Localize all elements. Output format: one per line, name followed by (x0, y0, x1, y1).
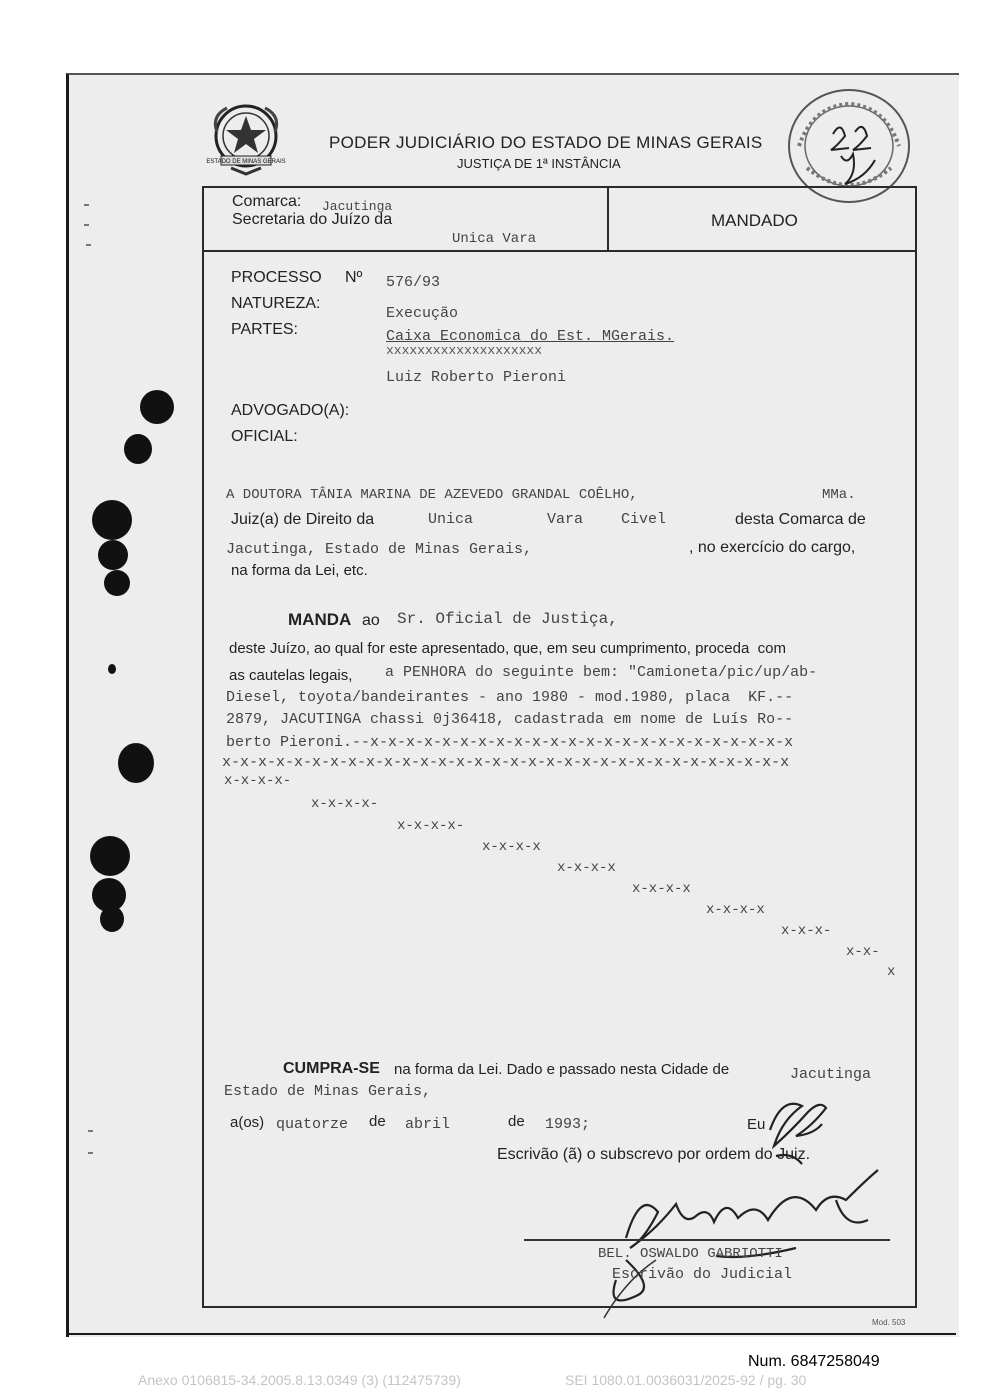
processo-value: 576/93 (386, 274, 441, 291)
comarca-value: Jacutinga (322, 199, 393, 214)
order-line-2-typed: a PENHORA do seguinte bem: "Camioneta/pic/up/ab- (385, 664, 818, 681)
initials-signature (762, 1090, 832, 1170)
cumpra-text: na forma da Lei. Dado e passado nesta Cidade de (394, 1061, 730, 1078)
date-month: abril (405, 1116, 451, 1133)
order-line-5: berto Pieroni.--x-x-x-x-x-x-x-x-x-x-x-x-x-x-x-x-x-x-x-x-x-x-x-x (226, 734, 794, 751)
judge-title: MMa. (822, 487, 856, 503)
signer-title: Escrivão do Judicial (612, 1266, 793, 1283)
order-line-7: x-x-x-x- (224, 773, 292, 789)
punch-hole-mark (140, 390, 174, 424)
secretaria-label: Secretaria do Juízo da (232, 211, 393, 228)
judge-name: A DOUTORA TÂNIA MARINA DE AZEVEDO GRANDAL COÊLHO, (226, 487, 638, 503)
punch-hole-mark (104, 570, 130, 596)
jurisdiction-city: Jacutinga, Estado de Minas Gerais, (226, 541, 533, 558)
fill-line: x (887, 964, 896, 980)
manda-label: MANDA (288, 610, 352, 629)
juiz-label: Juiz(a) de Direito da (231, 511, 375, 528)
signer-name: BEL. OSWALDO GABRIOTTI (598, 1246, 783, 1262)
order-line-3: Diesel, toyota/bandeirantes - ano 1980 - mod.1980, placa KF.-- (226, 689, 794, 706)
partes-debtor: Luiz Roberto Pieroni (386, 369, 567, 386)
sei-reference: SEI 1080.01.0036031/2025-92 / pg. 30 (565, 1372, 807, 1388)
header-column-divider (607, 186, 609, 252)
punch-hole-mark (108, 664, 116, 674)
order-line-1: deste Juízo, ao qual for este apresentado, que, em seu cumprimento, proceda com (229, 640, 786, 657)
document-number: Num. 6847258049 (748, 1353, 880, 1370)
partes-creditor: Caixa Economica do Est. MGerais. (386, 328, 675, 345)
natureza-value: Execução (386, 305, 459, 322)
fill-line: x-x-x-x- (311, 796, 379, 812)
edge-mark (84, 204, 89, 206)
manda-ao: ao (362, 612, 380, 629)
punch-hole-mark (90, 836, 130, 876)
annex-reference: Anexo 0106815-34.2005.8.13.0349 (3) (112475739) (138, 1372, 461, 1388)
partes-struck-text: xxxxxxxxxxxxxxxxxxxx (386, 343, 543, 358)
oficial-addressee: Sr. Oficial de Justiça, (397, 610, 618, 628)
oficial-label: OFICIAL: (231, 428, 298, 445)
vara-word: Vara (547, 511, 584, 528)
edge-mark (86, 244, 91, 246)
header-row-divider (202, 250, 915, 252)
punch-hole-mark (124, 434, 152, 464)
vara-value: Unica Vara (452, 231, 537, 247)
fill-line: x-x-x-x (632, 881, 691, 897)
comarca-suffix: desta Comarca de (735, 511, 866, 528)
instance-subtitle: JUSTIÇA DE 1ª INSTÂNCIA (457, 156, 621, 171)
order-line-2-prefix: as cautelas legais, (229, 667, 353, 684)
cumpra-label: CUMPRA-SE (283, 1060, 380, 1077)
closing-city: Jacutinga (790, 1066, 872, 1083)
escrivao-text: Escrivão (ã) o subscrevo por ordem do Juiz. (497, 1146, 811, 1163)
edge-mark (84, 224, 89, 226)
order-line-4: 2879, JACUTINGA chassi 0j36418, cadastrada em nome de Luís Ro-- (226, 711, 794, 728)
signature-line (524, 1239, 890, 1241)
coat-of-arms-seal (205, 102, 287, 178)
fill-line: x-x-x-x- (397, 818, 465, 834)
scan-edge (66, 1333, 956, 1335)
processo-label: PROCESSO (231, 269, 322, 286)
document-type: MANDADO (711, 211, 798, 230)
fill-line: x-x-x- (781, 923, 832, 939)
date-de-2: de (508, 1113, 525, 1130)
closing-state: Estado de Minas Gerais, (224, 1083, 432, 1100)
fill-line: x-x-x-x (706, 902, 765, 918)
punch-hole-mark (118, 743, 154, 783)
vara-number: Unica (428, 511, 474, 528)
exercicio-text: , no exercício do cargo, (689, 539, 856, 556)
punch-hole-mark (92, 500, 132, 540)
court-title: PODER JUDICIÁRIO DO ESTADO DE MINAS GERAIS (329, 133, 763, 152)
punch-hole-mark (98, 540, 128, 570)
comarca-label: Comarca: (232, 193, 302, 210)
vara-type: Civel (621, 511, 667, 528)
edge-mark (88, 1152, 93, 1154)
forma-text: na forma da Lei, etc. (231, 562, 368, 579)
fill-line: x-x- (846, 944, 880, 960)
form-code: Mod. 503 (872, 1318, 906, 1327)
fill-line: x-x-x-x (482, 839, 541, 855)
processo-number-label: Nº (345, 269, 363, 286)
punch-hole-mark (100, 906, 124, 932)
date-year: 1993; (545, 1116, 591, 1133)
eu-label: Eu (747, 1116, 766, 1133)
advogado-label: ADVOGADO(A): (231, 402, 350, 419)
aos-label: a(os) (230, 1114, 265, 1131)
natureza-label: NATUREZA: (231, 295, 321, 312)
date-de-1: de (369, 1113, 386, 1130)
partes-label: PARTES: (231, 321, 298, 338)
seal-lettering: ESTADO DE MINAS GERAIS (206, 159, 286, 165)
order-line-6: x-x-x-x-x-x-x-x-x-x-x-x-x-x-x-x-x-x-x-x-x-x-x-x-x-x-x-x-x-x-x-x (222, 754, 790, 771)
fill-line: x-x-x-x (557, 860, 616, 876)
edge-mark (88, 1130, 93, 1132)
date-day: quatorze (276, 1116, 349, 1133)
